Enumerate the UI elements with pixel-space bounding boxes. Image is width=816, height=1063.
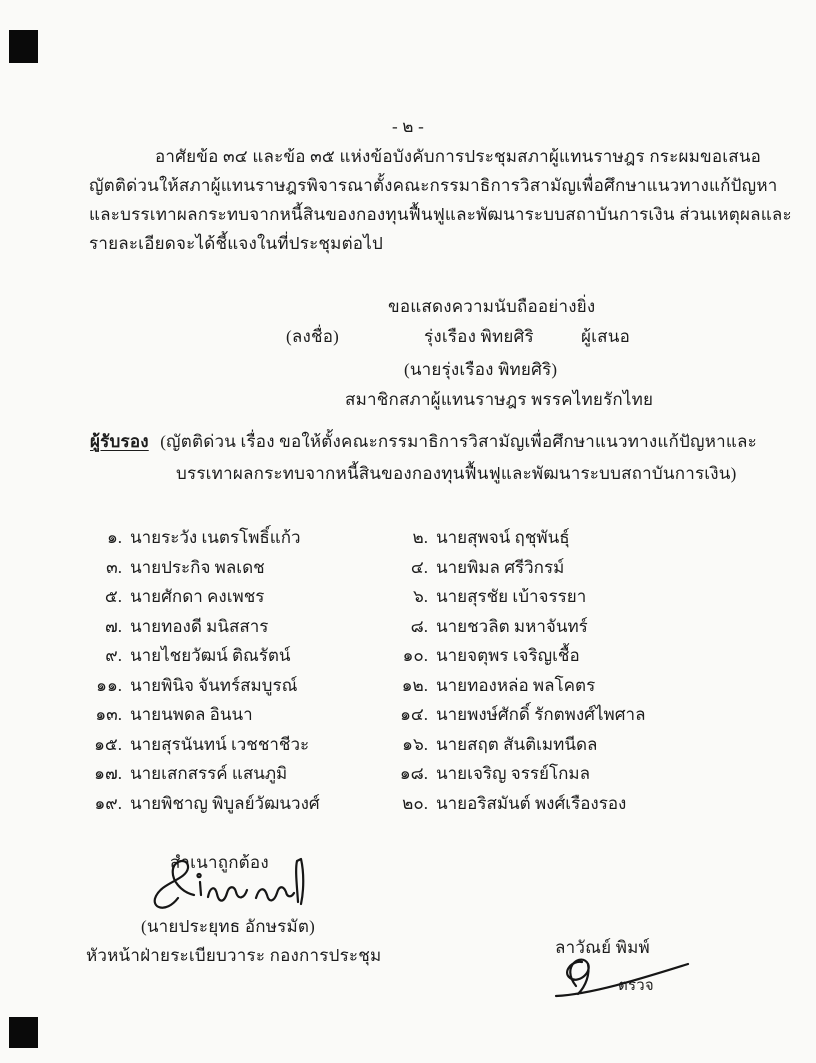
certifier-name: (นายประยุทธ อักษรมัต): [141, 917, 315, 936]
endorser-name: นายเจริญ จรรย์โกมล: [436, 764, 590, 783]
endorser-number: ๑๘.: [399, 764, 428, 783]
endorser-row: [84, 672, 297, 702]
endorser-name: นายระวัง เนตรโพธิ์แก้ว: [130, 528, 301, 547]
endorser-number: ๕.: [104, 587, 122, 606]
certifier-title: หัวหน้าฝ่ายระเบียบวาระ กองการประชุม: [86, 946, 382, 965]
endorser-name: นายประกิจ พลเดช: [130, 558, 265, 577]
endorser-name: นายพงษ์ศักดิ์ รักตพงศ์ไพศาล: [436, 705, 646, 724]
endorser-name: นายนพดล อินนา: [130, 705, 253, 724]
endorser-name: นายพิมล ศรีวิกรม์: [436, 558, 565, 577]
endorser-number: ๔.: [410, 558, 428, 577]
endorser-number: ๑๙.: [94, 794, 122, 813]
endorser-row: [84, 554, 265, 584]
endorser-row: [390, 790, 626, 820]
closing-sign-label: (ลงชื่อ): [286, 327, 339, 346]
endorsement-subject-line-2: บรรเทาผลกระทบจากหนี้สินของกองทุนฟื้นฟูและพัฒนาระบบสถาบันการเงิน): [176, 464, 737, 483]
endorser-name: นายอริสมันต์ พงศ์เรืองรอง: [436, 794, 627, 813]
endorser-name: นายเสกสรรค์ แสนภูมิ: [130, 764, 288, 783]
proposer-role: ผู้เสนอ: [581, 327, 630, 346]
endorser-row: [390, 524, 570, 554]
endorser-name: นายสุรนันทน์ เวชชาชีวะ: [130, 735, 310, 754]
scan-mark-top-left: [9, 30, 38, 63]
endorser-name: นายสุรชัย เบ้าจรรยา: [436, 587, 587, 606]
certifier-signature: [148, 856, 318, 920]
endorser-number: ๑๑.: [96, 676, 122, 695]
endorser-number: ๑๐.: [402, 646, 428, 665]
endorser-name: นายสฤต สันติเมทนีดล: [436, 735, 598, 754]
endorser-row: [390, 642, 580, 672]
paragraph-line-4: รายละเอียดจะได้ชี้แจงในที่ประชุมต่อไป: [89, 234, 383, 253]
endorser-number: ๒๐.: [402, 794, 428, 813]
certified-copy-label: สำเนาถูกต้อง: [170, 853, 269, 872]
endorser-row: [390, 583, 586, 613]
endorser-number: ๑.: [106, 528, 122, 547]
endorser-row: [390, 701, 646, 731]
endorser-row: [84, 731, 309, 761]
paragraph-line-1: อาศัยข้อ ๓๔ และข้อ ๓๕ แห่งข้อบังคับการประชุมสภาผู้แทนราษฎร กระผมขอเสนอ: [155, 147, 762, 166]
endorser-number: ๑๕.: [94, 735, 122, 754]
paragraph-line-3: และบรรเทาผลกระทบจากหนี้สินของกองทุนฟื้นฟูและพัฒนาระบบสถาบันการเงิน ส่วนเหตุผลและ: [89, 205, 792, 224]
reviewer-signature: [548, 952, 698, 1004]
endorser-number: ๑๔.: [400, 705, 428, 724]
endorser-name: นายชวลิต มหาจันทร์: [436, 617, 588, 636]
proposer-title: สมาชิกสภาผู้แทนราษฎร พรรคไทยรักไทย: [345, 390, 654, 409]
paragraph-line-2: ญัตติด่วนให้สภาผู้แทนราษฎรพิจารณาตั้งคณะกรรมาธิการวิสามัญเพื่อศึกษาแนวทางแก้ปัญหา: [89, 176, 778, 195]
endorser-number: ๑๓.: [95, 705, 122, 724]
endorser-name: นายพิชาญ พิบูลย์วัฒนวงศ์: [130, 794, 320, 813]
endorser-row: [390, 613, 588, 643]
endorser-number: ๘.: [410, 617, 428, 636]
endorser-name: นายพินิจ จันทร์สมบูรณ์: [130, 676, 298, 695]
endorsement-heading: ผู้รับรอง: [90, 432, 149, 451]
endorser-row: [84, 613, 268, 643]
endorser-number: ๑๗.: [94, 764, 122, 783]
endorser-number: ๒.: [412, 528, 428, 547]
endorser-name: นายจตุพร เจริญเชื้อ: [436, 646, 580, 665]
scan-mark-bottom-left: [9, 1017, 38, 1048]
endorser-row: [84, 760, 287, 790]
proposer-name-paren: (นายรุ่งเรือง พิทยศิริ): [404, 360, 558, 379]
endorser-name: นายสุพจน์ ฤชุพันธุ์: [436, 528, 570, 547]
endorser-row: [84, 524, 301, 554]
endorser-number: ๖.: [412, 587, 428, 606]
endorser-row: [390, 760, 590, 790]
endorser-row: [390, 554, 564, 584]
page-number: - ๒ -: [391, 117, 425, 136]
endorser-number: ๓.: [106, 558, 122, 577]
endorser-number: ๑๒.: [401, 676, 428, 695]
endorser-row: [390, 672, 595, 702]
endorser-name: นายศักดา คงเพชร: [130, 587, 265, 606]
endorser-name: นายทองหล่อ พลโคตร: [436, 676, 596, 695]
closing-salutation: ขอแสดงความนับถืออย่างยิ่ง: [388, 297, 596, 316]
endorser-row: [84, 701, 253, 731]
endorser-row: [390, 731, 597, 761]
endorser-name: นายไชยวัฒน์ ติณรัตน์: [130, 646, 291, 665]
endorsement-heading-line: [90, 430, 757, 454]
endorsement-subject-line-1: (ญัตติด่วน เรื่อง ขอให้ตั้งคณะกรรมาธิการวิสามัญเพื่อศึกษาแนวทางแก้ปัญหาและ: [160, 432, 757, 451]
endorser-name: นายทองดี มนิสสาร: [130, 617, 269, 636]
proposer-name: รุ่งเรือง พิทยศิริ: [424, 327, 534, 346]
endorser-row: [84, 583, 264, 613]
endorser-number: ๙.: [105, 646, 122, 665]
endorser-number: ๑๖.: [402, 735, 428, 754]
endorser-row: [84, 790, 320, 820]
checked-label: ตรวจ: [618, 978, 654, 994]
typist-line: ลาวัณย์ พิมพ์: [555, 938, 650, 957]
endorser-number: ๗.: [104, 617, 122, 636]
endorser-row: [84, 642, 291, 672]
